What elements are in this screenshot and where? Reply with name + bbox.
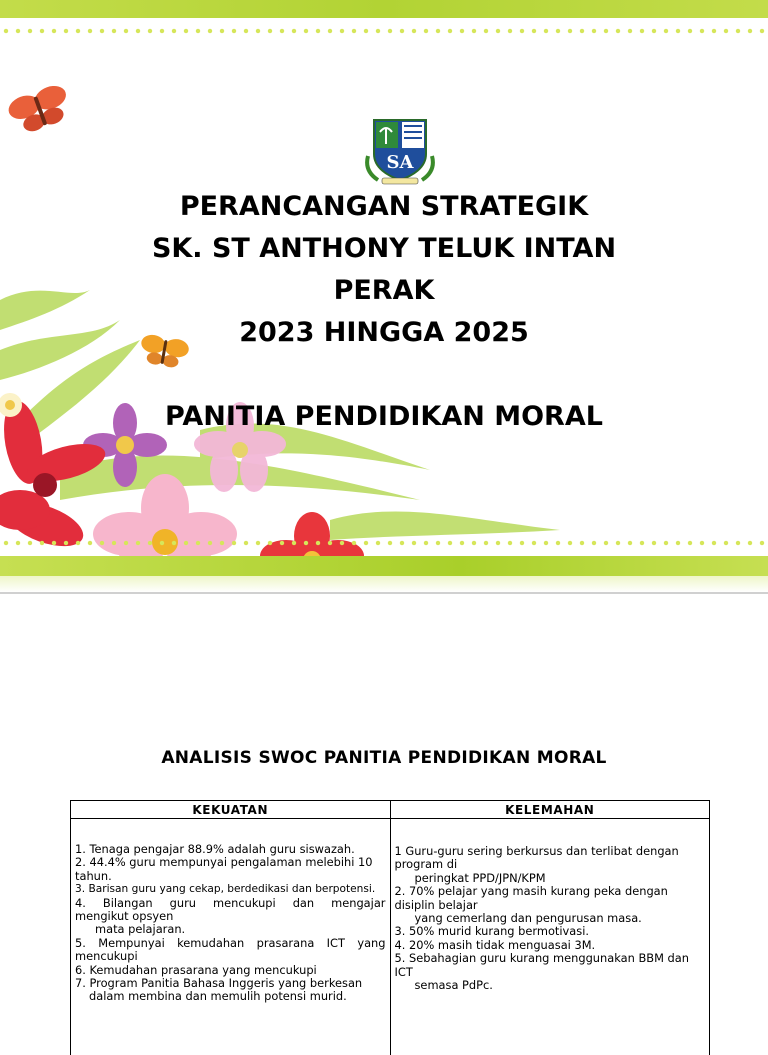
- list-item: 4. Bilangan guru mencukupi dan mengajar: [75, 897, 386, 910]
- swoc-table: [70, 800, 710, 1055]
- list-item: 5. Sebahagian guru kurang menggunakan BBM dan: [395, 952, 706, 965]
- list-item: 1. Tenaga pengajar 88.9% adalah guru siswazah.: [75, 843, 386, 856]
- list-item: peringkat PPD/JPN/KPM: [395, 872, 706, 885]
- swoc-heading: ANALISIS SWOC PANITIA PENDIDIKAN MORAL: [0, 748, 768, 768]
- table-header-row: [71, 801, 710, 819]
- list-item: 3. Barisan guru yang cekap, berdedikasi dan berpotensi.: [75, 883, 386, 896]
- list-item: tahun.: [75, 870, 386, 883]
- title-line: 2023 HINGGA 2025: [0, 312, 768, 354]
- bottom-green-band: [0, 556, 768, 576]
- bottom-band-fade: [0, 576, 768, 592]
- list-item: disiplin belajar: [395, 899, 706, 912]
- slide-subtitle: PANITIA PENDIDIKAN MORAL: [0, 396, 768, 438]
- list-item: 1 Guru-guru sering berkursus dan terlibat dengan: [395, 845, 706, 858]
- title-line: SK. ST ANTHONY TELUK INTAN: [0, 228, 768, 270]
- list-item: 4. 20% masih tidak menguasai 3M.: [395, 939, 706, 952]
- list-item: mengikut opsyen: [75, 910, 386, 923]
- kekuatan-cell: [71, 819, 391, 1055]
- bottom-dotted-border: [0, 540, 768, 546]
- list-item: 3. 50% murid kurang bermotivasi.: [395, 925, 706, 938]
- table-row: [71, 819, 710, 1055]
- list-item: ICT: [395, 966, 706, 979]
- list-item: 2. 44.4% guru mempunyai pengalaman melebihi 10: [75, 856, 386, 869]
- list-item: mencukupi: [75, 950, 386, 963]
- list-item: 2. 70% pelajar yang masih kurang peka dengan: [395, 885, 706, 898]
- header-kekuatan: KEKUATAN: [71, 801, 391, 819]
- crest-letters: SA: [387, 152, 415, 173]
- kelemahan-cell: [390, 819, 710, 1055]
- list-item: semasa PdPc.: [395, 979, 706, 992]
- slide-title: [0, 186, 768, 354]
- list-item: 6. Kemudahan prasarana yang mencukupi: [75, 964, 386, 977]
- list-item: program di: [395, 858, 706, 871]
- list-item: dalam membina dan memulih potensi murid.: [75, 990, 386, 1003]
- title-line: PERANCANGAN STRATEGIK: [0, 186, 768, 228]
- title-line: PERAK: [0, 270, 768, 312]
- school-crest-icon: [364, 116, 436, 186]
- list-item: mata pelajaran.: [75, 923, 386, 936]
- list-item: 7. Program Panitia Bahasa Inggeris yang berkesan: [75, 977, 386, 990]
- header-kelemahan: KELEMAHAN: [390, 801, 710, 819]
- list-item: yang cemerlang dan pengurusan masa.: [395, 912, 706, 925]
- list-item: 5. Mempunyai kemudahan prasarana ICT yang: [75, 937, 386, 950]
- butterfly-icon: [5, 82, 74, 137]
